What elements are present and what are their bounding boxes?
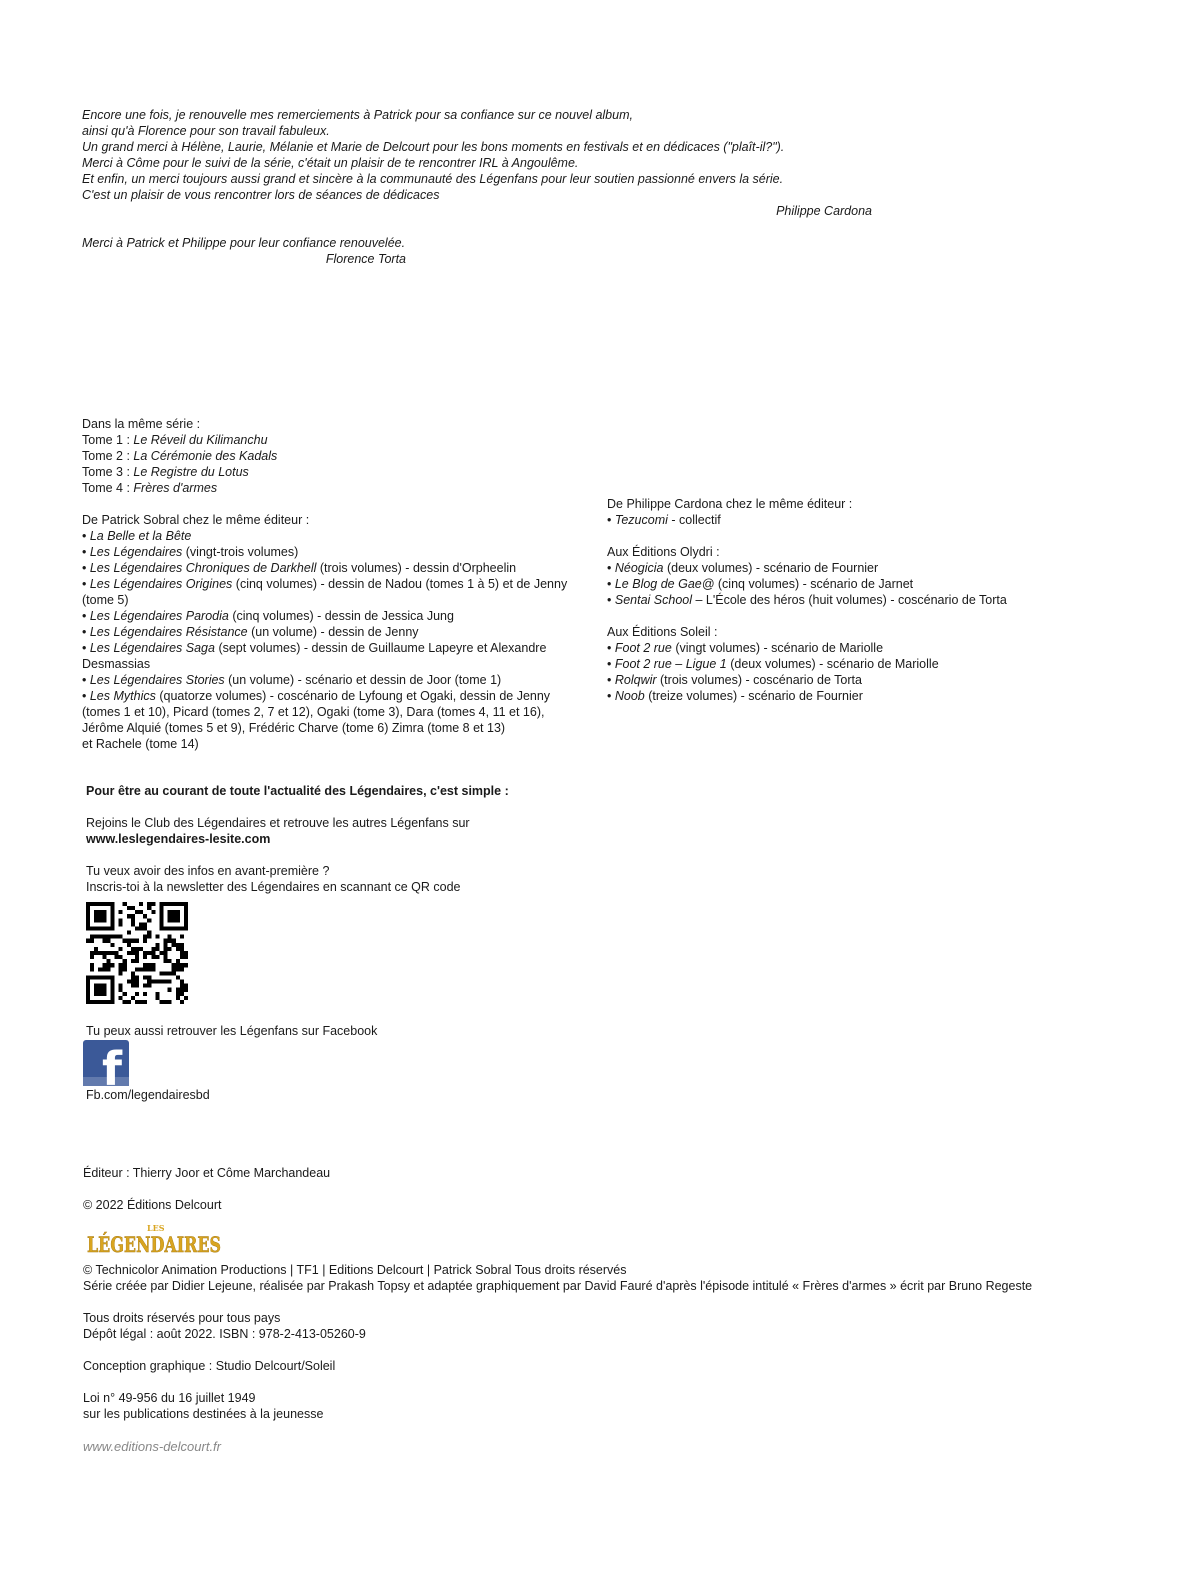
law-line: sur les publications destinées à la jeunesse — [83, 1407, 324, 1421]
book-entry: • Les Légendaires Stories (un volume) - scénario et dessin de Joor (tome 1) — [82, 673, 502, 687]
svg-text:LES: LES — [147, 1223, 165, 1233]
book-entry: • Tezucomi - collectif — [607, 513, 721, 527]
thanks-line: Encore une fois, je renouvelle mes remerciements à Patrick pour sa confiance sur ce nouvel album, — [82, 108, 633, 122]
book-entry-cont: (tomes 1 et 10), Picard (tomes 2, 7 et 12), Ogaki (tome 3), Dara (tomes 4, 11 et 16), — [82, 705, 545, 719]
book-entry: • Le Blog de Gae@ (cinq volumes) - scénario de Jarnet — [607, 577, 914, 591]
book-entry: • La Belle et la Bête — [82, 529, 192, 543]
rights-line: Série créée par Didier Lejeune, réalisée par Prakash Topsy et adaptée graphiquement par David Fauré d'après l'épisode intitulé « Frères d'armes » écrit par Bruno Regeste — [83, 1279, 1033, 1293]
book-entry: • Les Légendaires Saga (sept volumes) - dessin de Guillaume Lapeyre et Alexandre — [82, 641, 547, 655]
book-entry: • Noob (treize volumes) - scénario de Fournier — [607, 689, 863, 703]
book-entry: • Les Légendaires Chroniques de Darkhell (trois volumes) - dessin d'Orpheelin — [82, 561, 517, 575]
thanks-line: Merci à Côme pour le suivi de la série, c'était un plaisir de te rencontrer IRL à Angoulême. — [82, 156, 579, 170]
social-heading: Pour être au courant de toute l'actualité des Légendaires, c'est simple : — [86, 784, 509, 798]
newsletter-text: Inscris-toi à la newsletter des Légendaires en scannant ce QR code — [86, 880, 461, 894]
thanks-line: Un grand merci à Hélène, Laurie, Mélanie et Marie de Delcourt pour les bons moments en festivals et en dédicaces ("plaît-il?"). — [82, 140, 785, 154]
book-entry: • Les Mythics (quatorze volumes) - coscénario de Lyfoung et Ogaki, dessin de Jenny — [82, 689, 551, 703]
credits-section — [83, 1165, 1083, 1213]
signature-torta: Florence Torta — [325, 252, 406, 266]
bibliography-right — [607, 496, 1087, 704]
book-entry: • Les Légendaires Résistance (un volume) - dessin de Jenny — [82, 625, 419, 639]
book-entry: • Les Légendaires (vingt-trois volumes) — [82, 545, 299, 559]
thanks-line: ainsi qu'à Florence pour son travail fabuleux. — [82, 124, 330, 138]
tome-entry: Tome 2 : La Cérémonie des Kadals — [82, 449, 278, 463]
book-entry: • Rolqwir (trois volumes) - coscénario de Torta — [607, 673, 862, 687]
book-entry: • Néogicia (deux volumes) - scénario de Fournier — [607, 561, 879, 575]
facebook-icon[interactable]: f — [83, 1040, 129, 1086]
club-text: Rejoins le Club des Légendaires et retrouve les autres Légenfans sur — [86, 816, 470, 830]
thanks-line: Merci à Patrick et Philippe pour leur confiance renouvelée. — [82, 236, 406, 250]
book-entry-cont: Jérôme Alquié (tomes 5 et 9), Frédéric Charve (tome 6) Zimra (tome 8 et 13) — [82, 721, 506, 735]
acknowledgements-cardona — [82, 107, 872, 219]
publisher-website[interactable]: www.editions-delcourt.fr — [83, 1439, 221, 1454]
copyright: © 2022 Éditions Delcourt — [83, 1198, 222, 1212]
book-entry-cont: Desmassias — [82, 657, 151, 671]
cardona-heading: De Philippe Cardona chez le même éditeur : — [607, 497, 853, 511]
book-entry-cont: (tome 5) — [82, 593, 129, 607]
tome-entry: Tome 1 : Le Réveil du Kilimanchu — [82, 433, 268, 447]
legal-deposit: Dépôt légal : août 2022. ISBN : 978-2-413-05260-9 — [83, 1327, 366, 1341]
series-heading: Dans la même série : — [82, 417, 201, 431]
bibliography-left — [82, 416, 568, 752]
thanks-line: C'est un plaisir de vous rencontrer lors de séances de dédicaces — [82, 188, 440, 202]
signature-cardona: Philippe Cardona — [776, 204, 872, 218]
book-entry: • Les Légendaires Origines (cinq volumes) - dessin de Nadou (tomes 1 à 5) et de Jenny — [82, 577, 568, 591]
facebook-link[interactable]: Fb.com/legendairesbd — [86, 1088, 210, 1102]
rights-section — [83, 1262, 1183, 1422]
book-entry: • Foot 2 rue (vingt volumes) - scénario de Mariolle — [607, 641, 884, 655]
facebook-text: Tu peux aussi retrouver les Légenfans sur Facebook — [86, 1024, 378, 1038]
club-link[interactable]: www.leslegendaires-lesite.com — [86, 832, 271, 846]
olydri-heading: Aux Éditions Olydri : — [607, 545, 720, 559]
tome-entry: Tome 3 : Le Registre du Lotus — [82, 465, 249, 479]
design-credit: Conception graphique : Studio Delcourt/Soleil — [83, 1359, 336, 1373]
editor-credit: Éditeur : Thierry Joor et Côme Marchandeau — [83, 1166, 331, 1180]
rights-line: Tous droits réservés pour tous pays — [83, 1311, 281, 1325]
rights-line: © Technicolor Animation Productions | TF1 | Editions Delcourt | Patrick Sobral Tous droits réservés — [83, 1263, 627, 1277]
qr-code[interactable] — [86, 902, 188, 1004]
soleil-heading: Aux Éditions Soleil : — [607, 625, 718, 639]
tome-entry: Tome 4 : Frères d'armes — [82, 481, 218, 495]
legendaires-logo — [85, 1222, 225, 1258]
sobral-heading: De Patrick Sobral chez le même éditeur : — [82, 513, 310, 527]
newsletter-text: Tu veux avoir des infos en avant-première ? — [86, 864, 330, 878]
book-entry-cont: et Rachele (tome 14) — [82, 737, 199, 751]
book-entry: • Foot 2 rue – Ligue 1 (deux volumes) - scénario de Mariolle — [607, 657, 939, 671]
law-line: Loi n° 49-956 du 16 juillet 1949 — [83, 1391, 256, 1405]
svg-text:LÉGENDAIRES: LÉGENDAIRES — [87, 1232, 221, 1257]
book-entry: • Sentai School – L'École des héros (huit volumes) - coscénario de Torta — [607, 593, 1007, 607]
book-entry: • Les Légendaires Parodia (cinq volumes) - dessin de Jessica Jung — [82, 609, 454, 623]
social-section — [86, 783, 586, 895]
thanks-line: Et enfin, un merci toujours aussi grand et sincère à la communauté des Légenfans pour leur soutien passionné envers la série. — [82, 172, 784, 186]
acknowledgements-torta — [82, 235, 406, 267]
